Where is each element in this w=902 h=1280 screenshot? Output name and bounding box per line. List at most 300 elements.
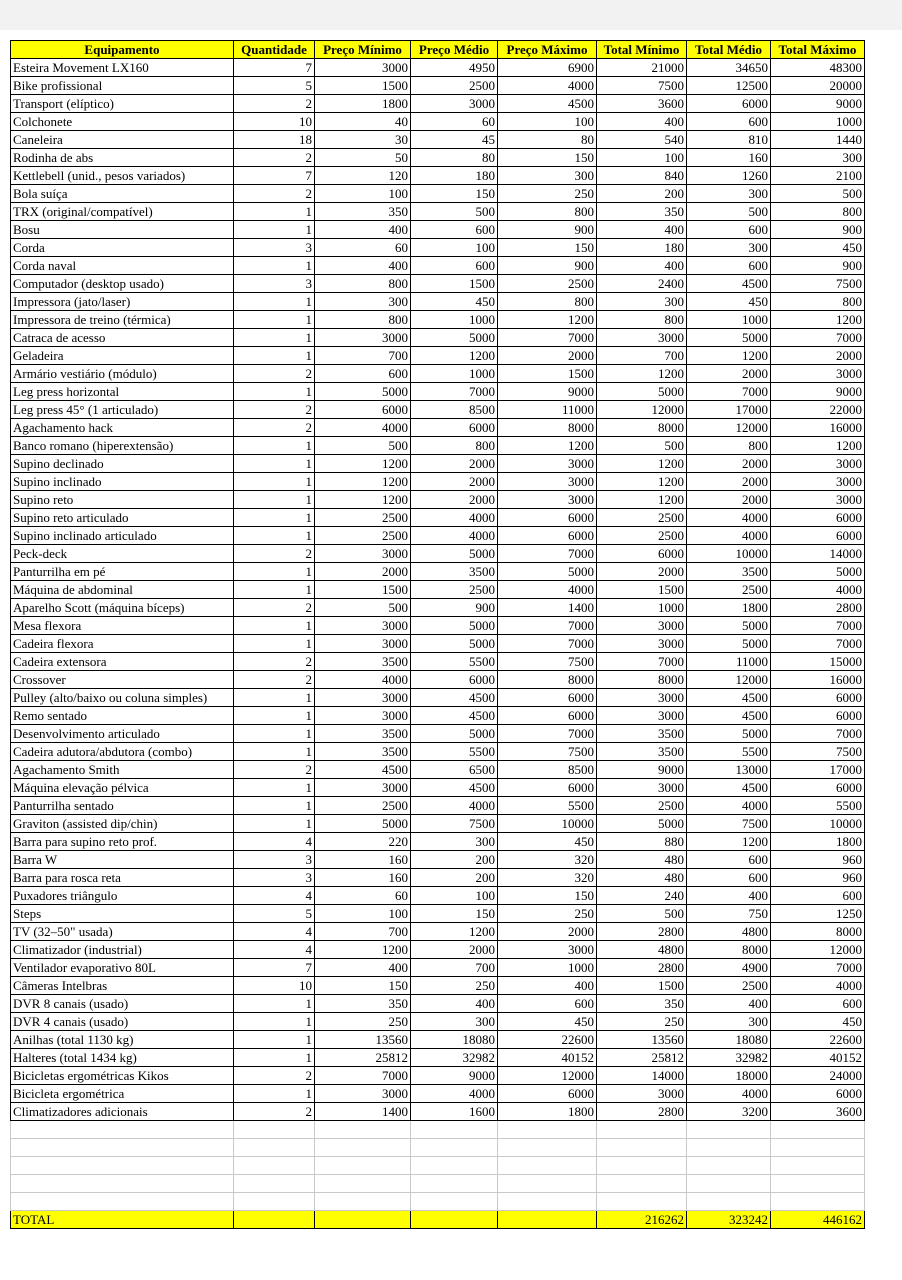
cell-total-medio[interactable]: 5000 bbox=[687, 725, 771, 743]
cell-name[interactable]: Climatizadores adicionais bbox=[11, 1103, 234, 1121]
cell-total-minimo[interactable]: 3000 bbox=[597, 689, 687, 707]
cell-quantidade[interactable]: 7 bbox=[234, 959, 315, 977]
cell-name[interactable]: DVR 4 canais (usado) bbox=[11, 1013, 234, 1031]
cell-total-maximo[interactable]: 300 bbox=[771, 149, 865, 167]
cell-name[interactable]: Aparelho Scott (máquina bíceps) bbox=[11, 599, 234, 617]
cell-total-maximo[interactable]: 1200 bbox=[771, 311, 865, 329]
cell-preco-minimo[interactable]: 2500 bbox=[315, 527, 411, 545]
cell-total-minimo[interactable]: 2800 bbox=[597, 923, 687, 941]
empty-cell[interactable] bbox=[11, 1139, 234, 1157]
cell-total-maximo[interactable]: 7500 bbox=[771, 275, 865, 293]
cell-total-maximo[interactable]: 3000 bbox=[771, 473, 865, 491]
cell-total-minimo[interactable]: 4800 bbox=[597, 941, 687, 959]
cell-preco-medio[interactable]: 8500 bbox=[411, 401, 498, 419]
cell-preco-maximo[interactable]: 250 bbox=[498, 905, 597, 923]
header-total-medio[interactable]: Total Médio bbox=[687, 41, 771, 59]
cell-preco-maximo[interactable]: 8500 bbox=[498, 761, 597, 779]
cell-preco-medio[interactable]: 4000 bbox=[411, 1085, 498, 1103]
cell-total-minimo[interactable]: 800 bbox=[597, 311, 687, 329]
cell-preco-minimo[interactable]: 40 bbox=[315, 113, 411, 131]
cell-total-medio[interactable]: 13000 bbox=[687, 761, 771, 779]
cell-preco-medio[interactable]: 5000 bbox=[411, 329, 498, 347]
cell-total-minimo[interactable]: 200 bbox=[597, 185, 687, 203]
cell-preco-medio[interactable]: 2500 bbox=[411, 581, 498, 599]
cell-preco-medio[interactable]: 800 bbox=[411, 437, 498, 455]
cell-preco-maximo[interactable]: 150 bbox=[498, 887, 597, 905]
cell-preco-medio[interactable]: 4950 bbox=[411, 59, 498, 77]
cell-total-minimo[interactable]: 540 bbox=[597, 131, 687, 149]
cell-preco-maximo[interactable]: 6000 bbox=[498, 689, 597, 707]
cell-preco-medio[interactable]: 500 bbox=[411, 203, 498, 221]
cell-total-medio[interactable]: 2000 bbox=[687, 455, 771, 473]
cell-total-medio[interactable]: 1000 bbox=[687, 311, 771, 329]
cell-name[interactable]: Panturrilha em pé bbox=[11, 563, 234, 581]
cell-total-minimo[interactable]: 1500 bbox=[597, 581, 687, 599]
empty-cell[interactable] bbox=[498, 1121, 597, 1139]
cell-quantidade[interactable]: 1 bbox=[234, 203, 315, 221]
cell-total-maximo[interactable]: 7000 bbox=[771, 617, 865, 635]
cell-total-medio[interactable]: 4000 bbox=[687, 509, 771, 527]
cell-name[interactable]: Câmeras Intelbras bbox=[11, 977, 234, 995]
cell-quantidade[interactable]: 1 bbox=[234, 527, 315, 545]
cell-name[interactable]: Máquina de abdominal bbox=[11, 581, 234, 599]
cell-total-maximo[interactable]: 17000 bbox=[771, 761, 865, 779]
cell-total-minimo[interactable]: 2500 bbox=[597, 509, 687, 527]
cell-preco-medio[interactable]: 3000 bbox=[411, 95, 498, 113]
cell-preco-medio[interactable]: 2000 bbox=[411, 455, 498, 473]
cell-name[interactable]: Ventilador evaporativo 80L bbox=[11, 959, 234, 977]
cell-preco-maximo[interactable]: 4000 bbox=[498, 77, 597, 95]
cell-quantidade[interactable]: 1 bbox=[234, 347, 315, 365]
cell-total-maximo[interactable]: 24000 bbox=[771, 1067, 865, 1085]
cell-total-maximo[interactable]: 1000 bbox=[771, 113, 865, 131]
cell-preco-minimo[interactable]: 3000 bbox=[315, 545, 411, 563]
empty-cell[interactable] bbox=[411, 1121, 498, 1139]
cell-preco-maximo[interactable]: 1400 bbox=[498, 599, 597, 617]
cell-name[interactable]: Catraca de acesso bbox=[11, 329, 234, 347]
cell-total-minimo[interactable]: 2800 bbox=[597, 959, 687, 977]
cell-preco-medio[interactable]: 4500 bbox=[411, 689, 498, 707]
cell-total-minimo[interactable]: 3500 bbox=[597, 725, 687, 743]
cell-preco-maximo[interactable]: 3000 bbox=[498, 455, 597, 473]
cell-preco-minimo[interactable]: 350 bbox=[315, 995, 411, 1013]
cell-preco-minimo[interactable]: 1800 bbox=[315, 95, 411, 113]
cell-total-maximo[interactable]: 6000 bbox=[771, 689, 865, 707]
cell-preco-maximo[interactable]: 150 bbox=[498, 149, 597, 167]
cell-total-maximo[interactable]: 10000 bbox=[771, 815, 865, 833]
cell-total-medio[interactable]: 750 bbox=[687, 905, 771, 923]
cell-preco-maximo[interactable]: 5500 bbox=[498, 797, 597, 815]
cell-total-medio[interactable]: 7000 bbox=[687, 383, 771, 401]
cell-total-minimo[interactable]: 9000 bbox=[597, 761, 687, 779]
empty-cell[interactable] bbox=[315, 1157, 411, 1175]
cell-preco-minimo[interactable]: 150 bbox=[315, 977, 411, 995]
cell-quantidade[interactable]: 1 bbox=[234, 689, 315, 707]
empty-cell[interactable] bbox=[771, 1121, 865, 1139]
cell-name[interactable]: Supino inclinado articulado bbox=[11, 527, 234, 545]
cell-quantidade[interactable]: 2 bbox=[234, 95, 315, 113]
cell-total-medio[interactable]: 1260 bbox=[687, 167, 771, 185]
cell-quantidade[interactable]: 5 bbox=[234, 77, 315, 95]
cell-quantidade[interactable]: 2 bbox=[234, 185, 315, 203]
cell-preco-maximo[interactable]: 6900 bbox=[498, 59, 597, 77]
cell-preco-maximo[interactable]: 800 bbox=[498, 293, 597, 311]
cell-quantidade[interactable]: 3 bbox=[234, 851, 315, 869]
header-equipamento[interactable]: Equipamento bbox=[11, 41, 234, 59]
cell-preco-maximo[interactable]: 2000 bbox=[498, 347, 597, 365]
cell-quantidade[interactable]: 10 bbox=[234, 977, 315, 995]
cell-total-maximo[interactable]: 6000 bbox=[771, 1085, 865, 1103]
cell-total-medio[interactable]: 4000 bbox=[687, 527, 771, 545]
cell-total-medio[interactable]: 3200 bbox=[687, 1103, 771, 1121]
cell-total-medio[interactable]: 18080 bbox=[687, 1031, 771, 1049]
cell-total-maximo[interactable]: 1440 bbox=[771, 131, 865, 149]
empty-cell[interactable] bbox=[315, 1193, 411, 1211]
cell-preco-maximo[interactable]: 1800 bbox=[498, 1103, 597, 1121]
total-cell-preco-minimo[interactable] bbox=[315, 1211, 411, 1229]
cell-preco-maximo[interactable]: 7000 bbox=[498, 725, 597, 743]
empty-cell[interactable] bbox=[11, 1157, 234, 1175]
cell-name[interactable]: Impressora de treino (térmica) bbox=[11, 311, 234, 329]
cell-preco-minimo[interactable]: 25812 bbox=[315, 1049, 411, 1067]
header-quantidade[interactable]: Quantidade bbox=[234, 41, 315, 59]
cell-preco-minimo[interactable]: 800 bbox=[315, 311, 411, 329]
cell-total-minimo[interactable]: 7500 bbox=[597, 77, 687, 95]
cell-total-minimo[interactable]: 2500 bbox=[597, 527, 687, 545]
cell-total-medio[interactable]: 11000 bbox=[687, 653, 771, 671]
cell-name[interactable]: Transport (elíptico) bbox=[11, 95, 234, 113]
cell-preco-medio[interactable]: 5000 bbox=[411, 617, 498, 635]
cell-name[interactable]: Colchonete bbox=[11, 113, 234, 131]
cell-quantidade[interactable]: 1 bbox=[234, 707, 315, 725]
cell-total-medio[interactable]: 2000 bbox=[687, 491, 771, 509]
cell-total-minimo[interactable]: 300 bbox=[597, 293, 687, 311]
cell-preco-maximo[interactable]: 7000 bbox=[498, 617, 597, 635]
cell-total-maximo[interactable]: 40152 bbox=[771, 1049, 865, 1067]
cell-total-minimo[interactable]: 480 bbox=[597, 851, 687, 869]
cell-preco-minimo[interactable]: 3000 bbox=[315, 635, 411, 653]
cell-preco-medio[interactable]: 200 bbox=[411, 851, 498, 869]
cell-name[interactable]: Corda naval bbox=[11, 257, 234, 275]
cell-preco-medio[interactable]: 2500 bbox=[411, 77, 498, 95]
cell-name[interactable]: Mesa flexora bbox=[11, 617, 234, 635]
cell-quantidade[interactable]: 1 bbox=[234, 437, 315, 455]
cell-total-maximo[interactable]: 14000 bbox=[771, 545, 865, 563]
cell-preco-medio[interactable]: 18080 bbox=[411, 1031, 498, 1049]
cell-name[interactable]: Anilhas (total 1130 kg) bbox=[11, 1031, 234, 1049]
cell-preco-medio[interactable]: 1500 bbox=[411, 275, 498, 293]
cell-preco-maximo[interactable]: 3000 bbox=[498, 473, 597, 491]
cell-preco-minimo[interactable]: 160 bbox=[315, 851, 411, 869]
cell-preco-minimo[interactable]: 1200 bbox=[315, 455, 411, 473]
cell-preco-minimo[interactable]: 1200 bbox=[315, 473, 411, 491]
cell-total-maximo[interactable]: 960 bbox=[771, 869, 865, 887]
cell-total-medio[interactable]: 1200 bbox=[687, 833, 771, 851]
empty-cell[interactable] bbox=[411, 1157, 498, 1175]
cell-total-maximo[interactable]: 7000 bbox=[771, 329, 865, 347]
cell-preco-medio[interactable]: 150 bbox=[411, 905, 498, 923]
cell-total-maximo[interactable]: 5000 bbox=[771, 563, 865, 581]
cell-name[interactable]: Cadeira flexora bbox=[11, 635, 234, 653]
total-cell-preco-medio[interactable] bbox=[411, 1211, 498, 1229]
cell-quantidade[interactable]: 7 bbox=[234, 59, 315, 77]
cell-total-minimo[interactable]: 500 bbox=[597, 905, 687, 923]
cell-quantidade[interactable]: 2 bbox=[234, 671, 315, 689]
cell-preco-maximo[interactable]: 4000 bbox=[498, 581, 597, 599]
cell-total-medio[interactable]: 450 bbox=[687, 293, 771, 311]
cell-preco-maximo[interactable]: 1200 bbox=[498, 437, 597, 455]
header-preco-medio[interactable]: Preço Médio bbox=[411, 41, 498, 59]
cell-name[interactable]: Bicicleta ergométrica bbox=[11, 1085, 234, 1103]
cell-preco-medio[interactable]: 200 bbox=[411, 869, 498, 887]
cell-total-medio[interactable]: 10000 bbox=[687, 545, 771, 563]
header-total-minimo[interactable]: Total Mínimo bbox=[597, 41, 687, 59]
cell-total-maximo[interactable]: 16000 bbox=[771, 671, 865, 689]
cell-total-minimo[interactable]: 3500 bbox=[597, 743, 687, 761]
cell-preco-maximo[interactable]: 7000 bbox=[498, 545, 597, 563]
cell-quantidade[interactable]: 4 bbox=[234, 833, 315, 851]
empty-cell[interactable] bbox=[498, 1139, 597, 1157]
cell-total-maximo[interactable]: 9000 bbox=[771, 383, 865, 401]
cell-preco-medio[interactable]: 5000 bbox=[411, 545, 498, 563]
cell-name[interactable]: Peck-deck bbox=[11, 545, 234, 563]
cell-quantidade[interactable]: 1 bbox=[234, 311, 315, 329]
empty-cell[interactable] bbox=[597, 1121, 687, 1139]
cell-total-medio[interactable]: 600 bbox=[687, 113, 771, 131]
cell-preco-maximo[interactable]: 22600 bbox=[498, 1031, 597, 1049]
header-total-maximo[interactable]: Total Máximo bbox=[771, 41, 865, 59]
cell-quantidade[interactable]: 1 bbox=[234, 563, 315, 581]
cell-total-minimo[interactable]: 6000 bbox=[597, 545, 687, 563]
cell-total-maximo[interactable]: 8000 bbox=[771, 923, 865, 941]
cell-preco-minimo[interactable]: 100 bbox=[315, 905, 411, 923]
cell-total-medio[interactable]: 32982 bbox=[687, 1049, 771, 1067]
cell-preco-medio[interactable]: 60 bbox=[411, 113, 498, 131]
cell-total-minimo[interactable]: 13560 bbox=[597, 1031, 687, 1049]
cell-preco-minimo[interactable]: 2500 bbox=[315, 797, 411, 815]
cell-preco-medio[interactable]: 600 bbox=[411, 257, 498, 275]
cell-total-minimo[interactable]: 7000 bbox=[597, 653, 687, 671]
cell-preco-minimo[interactable]: 400 bbox=[315, 257, 411, 275]
cell-preco-maximo[interactable]: 3000 bbox=[498, 491, 597, 509]
cell-preco-minimo[interactable]: 1500 bbox=[315, 77, 411, 95]
cell-name[interactable]: Leg press 45° (1 articulado) bbox=[11, 401, 234, 419]
cell-preco-minimo[interactable]: 50 bbox=[315, 149, 411, 167]
cell-total-maximo[interactable]: 6000 bbox=[771, 527, 865, 545]
header-preco-maximo[interactable]: Preço Máximo bbox=[498, 41, 597, 59]
cell-preco-medio[interactable]: 7500 bbox=[411, 815, 498, 833]
cell-preco-medio[interactable]: 450 bbox=[411, 293, 498, 311]
cell-quantidade[interactable]: 2 bbox=[234, 545, 315, 563]
cell-quantidade[interactable]: 7 bbox=[234, 167, 315, 185]
cell-preco-maximo[interactable]: 250 bbox=[498, 185, 597, 203]
cell-preco-medio[interactable]: 400 bbox=[411, 995, 498, 1013]
cell-quantidade[interactable]: 2 bbox=[234, 149, 315, 167]
empty-cell[interactable] bbox=[315, 1139, 411, 1157]
cell-total-minimo[interactable]: 3600 bbox=[597, 95, 687, 113]
cell-total-minimo[interactable]: 250 bbox=[597, 1013, 687, 1031]
cell-name[interactable]: Cadeira extensora bbox=[11, 653, 234, 671]
cell-preco-minimo[interactable]: 500 bbox=[315, 599, 411, 617]
cell-total-minimo[interactable]: 400 bbox=[597, 221, 687, 239]
cell-total-medio[interactable]: 12500 bbox=[687, 77, 771, 95]
cell-preco-minimo[interactable]: 1200 bbox=[315, 491, 411, 509]
cell-preco-minimo[interactable]: 350 bbox=[315, 203, 411, 221]
cell-total-minimo[interactable]: 2800 bbox=[597, 1103, 687, 1121]
total-cell-preco-maximo[interactable] bbox=[498, 1211, 597, 1229]
cell-preco-maximo[interactable]: 80 bbox=[498, 131, 597, 149]
cell-name[interactable]: Banco romano (hiperextensão) bbox=[11, 437, 234, 455]
cell-quantidade[interactable]: 1 bbox=[234, 509, 315, 527]
cell-name[interactable]: Barra para supino reto prof. bbox=[11, 833, 234, 851]
cell-preco-medio[interactable]: 100 bbox=[411, 887, 498, 905]
cell-preco-minimo[interactable]: 5000 bbox=[315, 383, 411, 401]
cell-total-maximo[interactable]: 900 bbox=[771, 221, 865, 239]
cell-total-minimo[interactable]: 2500 bbox=[597, 797, 687, 815]
empty-cell[interactable] bbox=[687, 1121, 771, 1139]
cell-preco-medio[interactable]: 6500 bbox=[411, 761, 498, 779]
cell-preco-maximo[interactable]: 12000 bbox=[498, 1067, 597, 1085]
cell-total-minimo[interactable]: 1200 bbox=[597, 473, 687, 491]
empty-cell[interactable] bbox=[687, 1193, 771, 1211]
cell-total-medio[interactable]: 2000 bbox=[687, 365, 771, 383]
cell-preco-minimo[interactable]: 2500 bbox=[315, 509, 411, 527]
cell-total-minimo[interactable]: 1200 bbox=[597, 365, 687, 383]
cell-preco-maximo[interactable]: 11000 bbox=[498, 401, 597, 419]
cell-total-medio[interactable]: 18000 bbox=[687, 1067, 771, 1085]
cell-preco-minimo[interactable]: 3000 bbox=[315, 707, 411, 725]
cell-name[interactable]: Armário vestiário (módulo) bbox=[11, 365, 234, 383]
cell-preco-medio[interactable]: 9000 bbox=[411, 1067, 498, 1085]
cell-preco-minimo[interactable]: 100 bbox=[315, 185, 411, 203]
cell-total-minimo[interactable]: 400 bbox=[597, 113, 687, 131]
cell-total-maximo[interactable]: 20000 bbox=[771, 77, 865, 95]
cell-name[interactable]: Kettlebell (unid., pesos variados) bbox=[11, 167, 234, 185]
cell-total-medio[interactable]: 4500 bbox=[687, 707, 771, 725]
cell-total-minimo[interactable]: 2400 bbox=[597, 275, 687, 293]
cell-total-minimo[interactable]: 2000 bbox=[597, 563, 687, 581]
cell-quantidade[interactable]: 2 bbox=[234, 1067, 315, 1085]
cell-preco-medio[interactable]: 600 bbox=[411, 221, 498, 239]
cell-total-minimo[interactable]: 480 bbox=[597, 869, 687, 887]
cell-quantidade[interactable]: 4 bbox=[234, 887, 315, 905]
cell-total-maximo[interactable]: 4000 bbox=[771, 581, 865, 599]
cell-preco-minimo[interactable]: 220 bbox=[315, 833, 411, 851]
cell-preco-medio[interactable]: 5000 bbox=[411, 725, 498, 743]
empty-cell[interactable] bbox=[687, 1175, 771, 1193]
cell-quantidade[interactable]: 1 bbox=[234, 779, 315, 797]
cell-name[interactable]: Bola suíça bbox=[11, 185, 234, 203]
cell-preco-minimo[interactable]: 60 bbox=[315, 887, 411, 905]
cell-total-maximo[interactable]: 960 bbox=[771, 851, 865, 869]
cell-quantidade[interactable]: 18 bbox=[234, 131, 315, 149]
cell-name[interactable]: Rodinha de abs bbox=[11, 149, 234, 167]
cell-preco-minimo[interactable]: 3500 bbox=[315, 653, 411, 671]
empty-cell[interactable] bbox=[411, 1139, 498, 1157]
cell-preco-maximo[interactable]: 2500 bbox=[498, 275, 597, 293]
cell-name[interactable]: Steps bbox=[11, 905, 234, 923]
cell-preco-medio[interactable]: 4500 bbox=[411, 707, 498, 725]
cell-preco-maximo[interactable]: 3000 bbox=[498, 941, 597, 959]
cell-total-medio[interactable]: 400 bbox=[687, 887, 771, 905]
cell-preco-minimo[interactable]: 400 bbox=[315, 959, 411, 977]
cell-name[interactable]: Bicicletas ergométricas Kikos bbox=[11, 1067, 234, 1085]
cell-total-maximo[interactable]: 1200 bbox=[771, 437, 865, 455]
empty-cell[interactable] bbox=[597, 1157, 687, 1175]
cell-preco-medio[interactable]: 1000 bbox=[411, 311, 498, 329]
cell-total-minimo[interactable]: 1500 bbox=[597, 977, 687, 995]
cell-preco-maximo[interactable]: 6000 bbox=[498, 1085, 597, 1103]
cell-name[interactable]: Computador (desktop usado) bbox=[11, 275, 234, 293]
cell-preco-maximo[interactable]: 4500 bbox=[498, 95, 597, 113]
empty-cell[interactable] bbox=[11, 1193, 234, 1211]
empty-cell[interactable] bbox=[234, 1121, 315, 1139]
empty-cell[interactable] bbox=[411, 1193, 498, 1211]
cell-preco-medio[interactable]: 150 bbox=[411, 185, 498, 203]
cell-total-medio[interactable]: 34650 bbox=[687, 59, 771, 77]
cell-total-minimo[interactable]: 240 bbox=[597, 887, 687, 905]
cell-quantidade[interactable]: 2 bbox=[234, 365, 315, 383]
cell-quantidade[interactable]: 1 bbox=[234, 491, 315, 509]
cell-total-maximo[interactable]: 3000 bbox=[771, 491, 865, 509]
cell-total-maximo[interactable]: 22600 bbox=[771, 1031, 865, 1049]
cell-quantidade[interactable]: 1 bbox=[234, 473, 315, 491]
cell-total-minimo[interactable]: 100 bbox=[597, 149, 687, 167]
cell-name[interactable]: Puxadores triângulo bbox=[11, 887, 234, 905]
cell-total-maximo[interactable]: 6000 bbox=[771, 509, 865, 527]
cell-total-maximo[interactable]: 450 bbox=[771, 1013, 865, 1031]
cell-preco-medio[interactable]: 32982 bbox=[411, 1049, 498, 1067]
cell-preco-medio[interactable]: 4000 bbox=[411, 527, 498, 545]
cell-total-medio[interactable]: 5500 bbox=[687, 743, 771, 761]
cell-name[interactable]: Esteira Movement LX160 bbox=[11, 59, 234, 77]
cell-total-minimo[interactable]: 14000 bbox=[597, 1067, 687, 1085]
cell-quantidade[interactable]: 2 bbox=[234, 1103, 315, 1121]
cell-preco-medio[interactable]: 2000 bbox=[411, 491, 498, 509]
cell-quantidade[interactable]: 1 bbox=[234, 635, 315, 653]
cell-name[interactable]: Crossover bbox=[11, 671, 234, 689]
empty-cell[interactable] bbox=[234, 1193, 315, 1211]
cell-name[interactable]: Corda bbox=[11, 239, 234, 257]
cell-name[interactable]: Impressora (jato/laser) bbox=[11, 293, 234, 311]
cell-total-minimo[interactable]: 1200 bbox=[597, 491, 687, 509]
cell-preco-maximo[interactable]: 8000 bbox=[498, 671, 597, 689]
empty-cell[interactable] bbox=[771, 1175, 865, 1193]
cell-total-maximo[interactable]: 48300 bbox=[771, 59, 865, 77]
cell-total-medio[interactable]: 2000 bbox=[687, 473, 771, 491]
cell-name[interactable]: Bike profissional bbox=[11, 77, 234, 95]
cell-quantidade[interactable]: 10 bbox=[234, 113, 315, 131]
empty-cell[interactable] bbox=[498, 1175, 597, 1193]
cell-total-medio[interactable]: 600 bbox=[687, 221, 771, 239]
cell-preco-medio[interactable]: 1600 bbox=[411, 1103, 498, 1121]
cell-name[interactable]: Halteres (total 1434 kg) bbox=[11, 1049, 234, 1067]
cell-preco-minimo[interactable]: 3000 bbox=[315, 1085, 411, 1103]
cell-preco-medio[interactable]: 80 bbox=[411, 149, 498, 167]
cell-name[interactable]: DVR 8 canais (usado) bbox=[11, 995, 234, 1013]
cell-preco-medio[interactable]: 5000 bbox=[411, 635, 498, 653]
cell-quantidade[interactable]: 1 bbox=[234, 329, 315, 347]
cell-total-maximo[interactable]: 2000 bbox=[771, 347, 865, 365]
cell-preco-medio[interactable]: 6000 bbox=[411, 671, 498, 689]
cell-total-medio[interactable]: 7500 bbox=[687, 815, 771, 833]
cell-total-medio[interactable]: 800 bbox=[687, 437, 771, 455]
empty-cell[interactable] bbox=[771, 1139, 865, 1157]
cell-total-maximo[interactable]: 3000 bbox=[771, 365, 865, 383]
cell-total-medio[interactable]: 1200 bbox=[687, 347, 771, 365]
cell-preco-maximo[interactable]: 450 bbox=[498, 833, 597, 851]
cell-preco-minimo[interactable]: 4000 bbox=[315, 419, 411, 437]
